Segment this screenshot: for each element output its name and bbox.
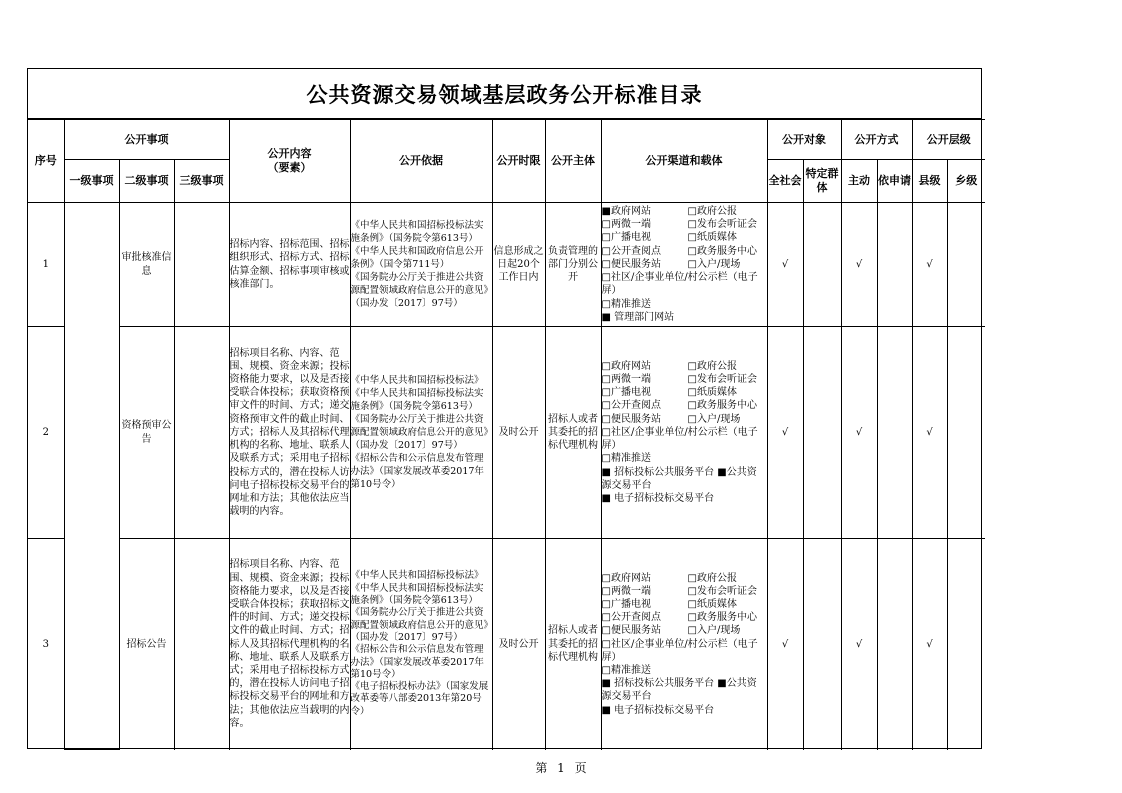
document-title: 公共资源交易领域基层政务公开标准目录 <box>28 69 981 119</box>
row-time: 信息形成之日起20个工作日内 <box>492 203 545 327</box>
row-level2: 审批核准信息 <box>119 203 174 327</box>
row-level3 <box>174 327 229 539</box>
row-time: 及时公开 <box>492 327 545 539</box>
table-row <box>28 203 985 327</box>
channel-pair: □便民服务站 □入户/现场 <box>601 413 741 425</box>
row-content: 招标内容、招标范围、招标组织形式、招标方式、招标估算金额、招标事项审核或核准部门。 <box>229 203 350 327</box>
check-township <box>947 539 985 750</box>
header-level1: 一级事项 <box>64 160 119 203</box>
check-specific-group <box>803 539 841 750</box>
check-specific-group <box>803 327 841 539</box>
row-seq: 1 <box>28 203 64 327</box>
header-active: 主动 <box>841 160 877 203</box>
channel-line: □社区/企事业单位/村公示栏（电子屏） <box>601 638 758 663</box>
channel-pair: □两微一端 □发布会听证会 <box>601 219 757 231</box>
header-township: 乡级 <box>947 160 985 203</box>
check-township <box>947 203 985 327</box>
header-method: 公开方式 <box>841 120 912 160</box>
check-active: √ <box>841 539 877 750</box>
check-on-request <box>877 539 912 750</box>
row-basis: 《中华人民共和国招标投标法实施条例》（国务院令第613号） 《中华人民共和国政府信息公开条例》（国令第711号） 《国务院办公厅关于推进公共资源配置领域政府信息公开的意见》（国办发〔2017〕97号） <box>350 203 492 327</box>
page-prefix: 第 <box>535 761 548 775</box>
row-seq: 3 <box>28 539 64 750</box>
check-county: √ <box>912 327 947 539</box>
header-content <box>229 120 350 203</box>
header-matters: 公开事项 <box>64 120 229 160</box>
channel-pair: □政府网站 □政府公报 <box>601 360 737 372</box>
check-all-society: √ <box>767 539 803 750</box>
channel-line: □精准推送 <box>601 665 651 677</box>
channel-pair: □广播电视 □纸质媒体 <box>601 232 737 244</box>
row-seq: 2 <box>28 327 64 539</box>
channel-pair: □两微一端 □发布会听证会 <box>601 374 757 386</box>
row-level3 <box>174 203 229 327</box>
channel-pair: □广播电视 □纸质媒体 <box>601 599 737 611</box>
channel-line: □社区/企事业单位/村公示栏（电子屏） <box>601 272 758 297</box>
channel-pair: □公开查阅点 □政务服务中心 <box>601 245 757 257</box>
catalog-sheet <box>27 68 982 749</box>
header-level: 公开层级 <box>912 120 985 160</box>
row-content: 招标项目名称、内容、范围、规模、资金来源；投标资格能力要求，以及是否接受联合体投标；获取招标文件的时间、方式；递交投标文件的截止时间、方式；招标人及其招标代理机构的名称、地址、联系人及联系方式；采用电子招标投标方式的，潜在投标人访问电子招标投标交易平台的网址和方法；其他依法应当载明的内容。 <box>229 539 350 750</box>
check-specific-group <box>803 203 841 327</box>
header-content-sub: （要素） <box>267 161 312 174</box>
table-row <box>28 539 985 750</box>
row-subject: 负责管理的部门分别公开 <box>545 203 601 327</box>
channel-line: ■ 管理部门网站 <box>601 311 675 323</box>
channel-pair: □两微一端 □发布会听证会 <box>601 585 757 597</box>
channel-line: ■ 电子招标投标交易平台 <box>601 492 715 504</box>
channel-line: □社区/企事业单位/村公示栏（电子屏） <box>601 426 758 452</box>
header-seq: 序号 <box>28 120 64 203</box>
channel-pair: □便民服务站 □入户/现场 <box>601 625 741 637</box>
row-subject: 招标人或者其委托的招标代理机构 <box>545 327 601 539</box>
header-county: 县级 <box>912 160 947 203</box>
table-row <box>28 327 985 539</box>
row-time: 及时公开 <box>492 539 545 750</box>
row-level2: 招标公告 <box>119 539 174 750</box>
row-basis: 《中华人民共和国招标投标法》 《中华人民共和国招标投标法实施条例》（国务院令第613号） 《国务院办公厅关于推进公共资源配置领域政府信息公开的意见》（国办发〔2017〕97号） 《招标公告和公示信息发布管理办法》（国家发展改革委2017年第10号令） <box>350 327 492 539</box>
channel-pair: ■政府网站 □政府公报 <box>601 206 737 218</box>
row-content: 招标项目名称、内容、范围、规模、资金来源；投标资格能力要求，以及是否接受联合体投标；获取资格预审文件的时间、方式；递交资格预审文件的截止时间、方式；招标人及其招标代理机构的名称、地址、联系人及联系方式；采用电子招标投标方式的，潜在投标人访问电子招标投标交易平台的网址和方法；其他依法应当载明的内容。 <box>229 327 350 539</box>
header-content-label: 公开内容 <box>267 147 312 160</box>
header-row-1 <box>28 120 985 160</box>
row-basis: 《中华人民共和国招标投标法》 《中华人民共和国招标投标法实施条例》（国务院令第613号） 《国务院办公厅关于推进公共资源配置领域政府信息公开的意见》（国办发〔2017〕97号） 《招标公告和公示信息发布管理办法》（国家发展改革委2017年第10号令） 《电子招标投标办法》（国家发展改革委等八部委2013年第20号令） <box>350 539 492 750</box>
header-specific-group: 特定群体 <box>803 160 841 203</box>
check-all-society: √ <box>767 327 803 539</box>
header-object: 公开对象 <box>767 120 841 160</box>
header-level3: 三级事项 <box>174 160 229 203</box>
row-channels <box>601 539 767 750</box>
check-county: √ <box>912 539 947 750</box>
catalog-table <box>28 119 985 750</box>
channel-pair: □政府网站 □政府公报 <box>601 572 737 584</box>
channel-line: ■ 电子招标投标交易平台 <box>601 704 715 716</box>
header-channel: 公开渠道和载体 <box>601 120 767 203</box>
check-on-request <box>877 327 912 539</box>
level1-cell <box>64 203 119 750</box>
check-township <box>947 327 985 539</box>
header-all-society: 全社会 <box>767 160 803 203</box>
check-all-society: √ <box>767 203 803 327</box>
channel-line: ■ 招标投标公共服务平台 ■公共资源交易平台 <box>601 466 757 491</box>
row-subject: 招标人或者其委托的招标代理机构 <box>545 539 601 750</box>
header-subject: 公开主体 <box>545 120 601 203</box>
page-footer <box>0 759 1122 776</box>
channel-pair: □公开查阅点 □政务服务中心 <box>601 612 757 624</box>
row-level2: 资格预审公告 <box>119 327 174 539</box>
check-county: √ <box>912 203 947 327</box>
check-on-request <box>877 203 912 327</box>
page-number: 1 <box>557 761 565 775</box>
channel-line: □精准推送 <box>601 453 651 465</box>
row-channels <box>601 327 767 539</box>
header-basis: 公开依据 <box>350 120 492 203</box>
header-level2: 二级事项 <box>119 160 174 203</box>
row-channels <box>601 203 767 327</box>
check-active: √ <box>841 327 877 539</box>
channel-pair: □公开查阅点 □政务服务中心 <box>601 400 757 412</box>
channel-pair: □便民服务站 □入户/现场 <box>601 258 741 270</box>
channel-line: □精准推送 <box>601 298 651 310</box>
header-time: 公开时限 <box>492 120 545 203</box>
header-on-request: 依申请 <box>877 160 912 203</box>
row-level3 <box>174 539 229 750</box>
channel-line: ■ 招标投标公共服务平台 ■公共资源交易平台 <box>601 678 757 703</box>
page-suffix: 页 <box>574 761 587 775</box>
channel-pair: □广播电视 □纸质媒体 <box>601 387 737 399</box>
check-active: √ <box>841 203 877 327</box>
